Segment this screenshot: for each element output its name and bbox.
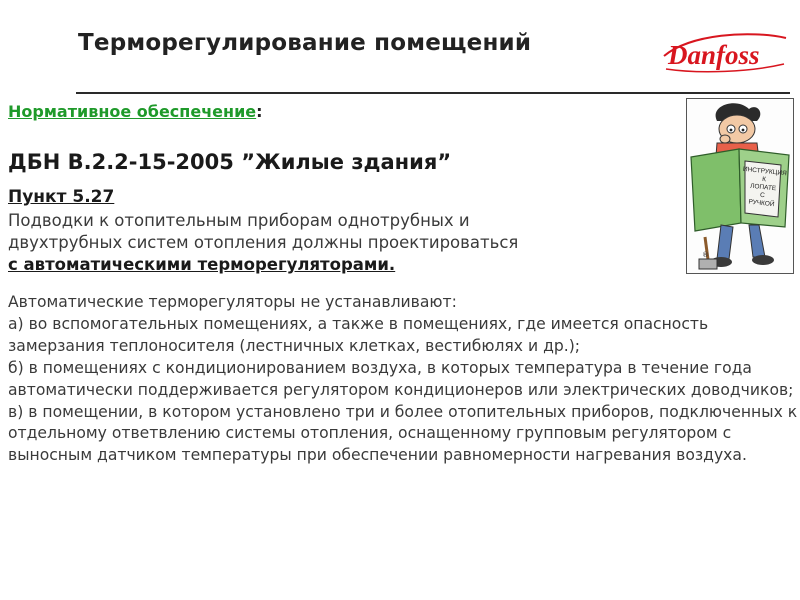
- registered-mark: ®: [702, 251, 709, 259]
- item-text-emphasis: с автоматическими терморегуляторами.: [8, 255, 396, 274]
- cartoon-man-reading-book-image: [687, 99, 793, 273]
- item-text-line-2: двухтрубных систем отопления должны проектироваться: [8, 233, 519, 252]
- cartoon-illustration: [686, 98, 794, 274]
- section-label-text: Нормативное обеспечение: [8, 102, 257, 121]
- section-label-colon: :: [256, 102, 263, 121]
- exception-a: а) во вспомогательных помещениях, а также в помещениях, где имеется опасность замерзания теплоносителя (лестничных клетках, вестибюлях и др.);: [8, 314, 709, 355]
- exceptions-list: [8, 292, 798, 467]
- danfoss-logo: [660, 26, 790, 76]
- section-label: [8, 102, 263, 121]
- item-heading: Пункт 5.27: [8, 187, 115, 207]
- book-text-2: К: [761, 175, 767, 184]
- book-text-1: ИНСТРУКЦИЯ: [742, 165, 788, 178]
- book-text-3: ЛОПАТЕ: [749, 182, 777, 193]
- item-text: [8, 210, 648, 276]
- logo-text: Danfoss: [668, 40, 760, 70]
- exception-b: б) в помещениях с кондиционированием воздуха, в которых температура в течение года автоматически поддерживается регулятором кондиционеров или электрических доводчиков;: [8, 358, 794, 399]
- book-text-5: РУЧКОЙ: [748, 198, 775, 209]
- document-reference: ДБН В.2.2-15-2005 ”Жилые здания”: [8, 150, 452, 174]
- exception-c: в) в помещении, в котором установлено три и более отопительных приборов, подключенных к отдельному ответвлению системы отопления, оснащенному групповым регулятором с выносным датчиком температуры при обеспечении равномерности нагревания воздуха.: [8, 402, 798, 465]
- title-divider: [76, 92, 790, 94]
- book-text-4: С: [759, 191, 766, 200]
- slide-title: Терморегулирование помещений: [78, 30, 532, 56]
- exceptions-intro: Автоматические терморегуляторы не устанавливают:: [8, 293, 457, 311]
- item-text-line-1: Подводки к отопительным приборам однотрубных и: [8, 211, 470, 230]
